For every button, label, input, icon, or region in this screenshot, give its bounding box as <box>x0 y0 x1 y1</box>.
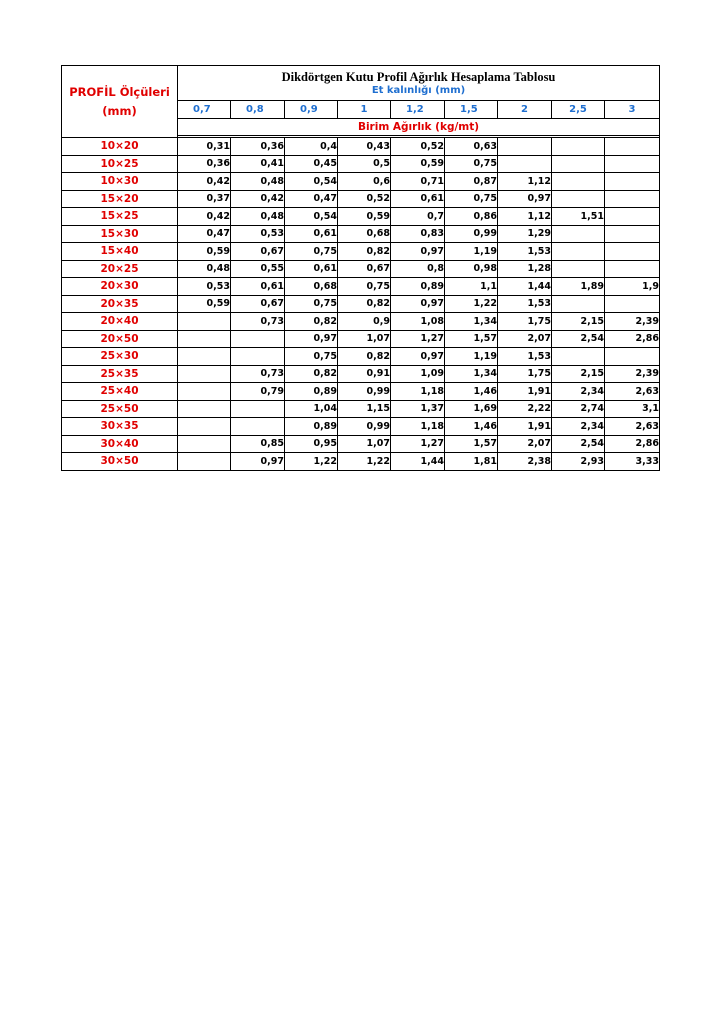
weight-cell: 0,97 <box>285 330 338 348</box>
weight-cell: 0,99 <box>338 383 391 401</box>
weight-cell: 1,19 <box>445 243 498 261</box>
table-row <box>62 435 660 453</box>
weight-cell <box>178 435 231 453</box>
weight-cell: 1,18 <box>391 383 445 401</box>
profile-size: 30×35 <box>62 418 178 436</box>
profile-size: 20×40 <box>62 313 178 331</box>
weight-cell: 1,18 <box>391 418 445 436</box>
weight-cell: 0,45 <box>285 155 338 173</box>
weight-cell <box>498 138 552 156</box>
weight-cell: 1,37 <box>391 400 445 418</box>
thickness-header: 2 <box>498 101 552 119</box>
weight-cell: 2,39 <box>605 313 660 331</box>
weight-cell: 0,53 <box>178 278 231 296</box>
weight-cell: 1,09 <box>391 365 445 383</box>
table-row <box>62 295 660 313</box>
weight-cell: 0,68 <box>338 225 391 243</box>
weight-cell: 1,91 <box>498 418 552 436</box>
weight-cell <box>605 173 660 191</box>
table-row <box>62 313 660 331</box>
weight-cell: 1,81 <box>445 453 498 471</box>
weight-cell: 1,12 <box>498 173 552 191</box>
table-row <box>62 383 660 401</box>
weight-cell: 0,82 <box>338 348 391 366</box>
weight-cell: 0,5 <box>338 155 391 173</box>
weight-cell: 0,42 <box>231 190 285 208</box>
weight-cell: 3,33 <box>605 453 660 471</box>
weight-cell: 0,67 <box>231 295 285 313</box>
weight-cell <box>552 243 605 261</box>
profile-size: 30×50 <box>62 453 178 471</box>
weight-cell: 0,47 <box>178 225 231 243</box>
weight-cell <box>178 313 231 331</box>
weight-cell: 0,48 <box>231 173 285 191</box>
table-row <box>62 225 660 243</box>
weight-cell: 0,61 <box>285 260 338 278</box>
weight-cell: 1,34 <box>445 313 498 331</box>
weight-cell <box>552 295 605 313</box>
profile-size: 20×25 <box>62 260 178 278</box>
table-row <box>62 208 660 226</box>
table-row <box>62 260 660 278</box>
profile-size: 15×30 <box>62 225 178 243</box>
unit-label: Birim Ağırlık (kg/mt) <box>178 118 660 136</box>
weight-cell: 0,83 <box>391 225 445 243</box>
weight-cell: 0,97 <box>391 348 445 366</box>
weight-cell: 0,89 <box>285 383 338 401</box>
weight-cell <box>231 330 285 348</box>
thickness-header: 3 <box>605 101 660 119</box>
profile-size: 15×40 <box>62 243 178 261</box>
weight-cell: 1,51 <box>552 208 605 226</box>
weight-cell: 2,38 <box>498 453 552 471</box>
thickness-header: 2,5 <box>552 101 605 119</box>
weight-cell <box>552 138 605 156</box>
weight-cell: 1,46 <box>445 383 498 401</box>
weight-cell <box>605 155 660 173</box>
profile-size: 15×25 <box>62 208 178 226</box>
weight-cell: 0,99 <box>445 225 498 243</box>
weight-cell: 1,12 <box>498 208 552 226</box>
table-row <box>62 190 660 208</box>
weight-cell: 0,61 <box>285 225 338 243</box>
profile-size: 10×30 <box>62 173 178 191</box>
profile-size: 20×35 <box>62 295 178 313</box>
weight-cell: 0,98 <box>445 260 498 278</box>
weight-cell: 0,91 <box>338 365 391 383</box>
weight-cell: 0,59 <box>178 243 231 261</box>
weight-cell: 0,53 <box>231 225 285 243</box>
weight-cell: 0,55 <box>231 260 285 278</box>
weight-cell: 0,42 <box>178 208 231 226</box>
weight-cell <box>552 260 605 278</box>
weight-cell: 1,29 <box>498 225 552 243</box>
thickness-header: 0,9 <box>285 101 338 119</box>
weight-cell: 0,61 <box>231 278 285 296</box>
weight-cell: 1,22 <box>285 453 338 471</box>
weight-cell: 0,82 <box>338 243 391 261</box>
weight-cell: 0,71 <box>391 173 445 191</box>
profile-size: 20×50 <box>62 330 178 348</box>
weight-cell <box>178 453 231 471</box>
weight-cell: 2,39 <box>605 365 660 383</box>
weight-cell: 0,75 <box>445 190 498 208</box>
weight-cell: 1,19 <box>445 348 498 366</box>
weight-cell: 2,34 <box>552 383 605 401</box>
weight-cell: 0,75 <box>285 243 338 261</box>
weight-cell: 1,57 <box>445 330 498 348</box>
weight-cell <box>178 330 231 348</box>
weight-cell: 0,86 <box>445 208 498 226</box>
weight-cell <box>178 418 231 436</box>
weight-cell: 0,82 <box>285 365 338 383</box>
table-row <box>62 330 660 348</box>
weight-cell: 2,63 <box>605 383 660 401</box>
thickness-header: 1,2 <box>391 101 445 119</box>
weight-cell: 0,59 <box>391 155 445 173</box>
weight-cell: 0,47 <box>285 190 338 208</box>
weight-cell: 1,07 <box>338 435 391 453</box>
weight-cell: 0,75 <box>445 155 498 173</box>
weight-cell: 0,52 <box>338 190 391 208</box>
weight-cell: 0,54 <box>285 173 338 191</box>
weight-cell <box>178 348 231 366</box>
weight-cell: 0,61 <box>391 190 445 208</box>
profile-header-label: PROFİL Ölçüleri <box>69 84 170 99</box>
weight-cell: 0,73 <box>231 365 285 383</box>
weight-cell: 1,57 <box>445 435 498 453</box>
weight-cell: 1,53 <box>498 295 552 313</box>
weight-cell: 0,36 <box>231 138 285 156</box>
weight-cell: 1,44 <box>498 278 552 296</box>
profile-size: 25×40 <box>62 383 178 401</box>
weight-cell <box>605 208 660 226</box>
weight-cell: 0,4 <box>285 138 338 156</box>
weight-cell <box>178 400 231 418</box>
thickness-header: 0,7 <box>178 101 231 119</box>
weight-cell <box>605 243 660 261</box>
weight-cell: 2,86 <box>605 330 660 348</box>
profile-size: 25×50 <box>62 400 178 418</box>
weight-cell: 0,8 <box>391 260 445 278</box>
weight-cell: 0,52 <box>391 138 445 156</box>
thickness-header: 1,5 <box>445 101 498 119</box>
weight-cell <box>552 225 605 243</box>
weight-cell: 1,75 <box>498 313 552 331</box>
weight-cell: 1,75 <box>498 365 552 383</box>
weight-cell: 0,82 <box>285 313 338 331</box>
weight-cell: 0,75 <box>338 278 391 296</box>
weight-cell: 1,15 <box>338 400 391 418</box>
weight-cell: 2,93 <box>552 453 605 471</box>
weight-cell <box>498 155 552 173</box>
weight-cell: 1,89 <box>552 278 605 296</box>
weight-cell: 1,27 <box>391 330 445 348</box>
table-title: Dikdörtgen Kutu Profil Ağırlık Hesaplama Tablosu <box>281 69 556 84</box>
weight-cell: 0,59 <box>338 208 391 226</box>
weight-cell <box>552 190 605 208</box>
thickness-header: 0,8 <box>231 101 285 119</box>
weight-cell: 1,34 <box>445 365 498 383</box>
weight-cell: 0,68 <box>285 278 338 296</box>
weight-cell: 2,07 <box>498 435 552 453</box>
profile-header-unit: (mm) <box>102 103 137 118</box>
table-title-cell <box>178 66 660 101</box>
weight-cell: 0,97 <box>231 453 285 471</box>
weight-cell: 2,54 <box>552 435 605 453</box>
table-row <box>62 348 660 366</box>
table-subtitle: Et kalınlığı (mm) <box>371 84 466 96</box>
weight-cell <box>605 190 660 208</box>
weight-cell <box>178 383 231 401</box>
weight-cell: 0,59 <box>178 295 231 313</box>
profile-size: 30×40 <box>62 435 178 453</box>
weight-cell: 0,75 <box>285 295 338 313</box>
profile-size: 10×20 <box>62 138 178 156</box>
table-row <box>62 400 660 418</box>
weight-cell: 0,37 <box>178 190 231 208</box>
weight-cell: 0,99 <box>338 418 391 436</box>
table-row <box>62 138 660 156</box>
weight-cell <box>552 173 605 191</box>
profile-size: 15×20 <box>62 190 178 208</box>
weight-cell: 0,97 <box>498 190 552 208</box>
weight-cell <box>605 225 660 243</box>
weight-cell <box>178 365 231 383</box>
profile-size: 10×25 <box>62 155 178 173</box>
weight-cell: 1,53 <box>498 243 552 261</box>
table-row <box>62 155 660 173</box>
weight-cell: 0,75 <box>285 348 338 366</box>
weight-cell: 0,67 <box>231 243 285 261</box>
weight-cell: 1,91 <box>498 383 552 401</box>
weight-cell: 0,48 <box>178 260 231 278</box>
weight-cell: 0,95 <box>285 435 338 453</box>
weight-cell: 1,08 <box>391 313 445 331</box>
weight-cell: 0,63 <box>445 138 498 156</box>
weight-cell: 2,74 <box>552 400 605 418</box>
weight-cell: 0,42 <box>178 173 231 191</box>
table-row <box>62 173 660 191</box>
weight-cell: 0,79 <box>231 383 285 401</box>
weight-cell: 0,97 <box>391 295 445 313</box>
weight-cell: 0,54 <box>285 208 338 226</box>
weight-cell: 0,67 <box>338 260 391 278</box>
weight-cell <box>605 295 660 313</box>
weight-cell: 2,34 <box>552 418 605 436</box>
weight-cell: 0,41 <box>231 155 285 173</box>
weight-cell: 1,44 <box>391 453 445 471</box>
weight-cell: 0,6 <box>338 173 391 191</box>
table-row <box>62 365 660 383</box>
weight-cell: 2,86 <box>605 435 660 453</box>
table-row <box>62 243 660 261</box>
weight-cell <box>552 348 605 366</box>
table-row <box>62 453 660 471</box>
weight-cell <box>231 348 285 366</box>
table-row <box>62 418 660 436</box>
weight-cell: 3,1 <box>605 400 660 418</box>
weight-cell: 1,46 <box>445 418 498 436</box>
weight-cell <box>231 400 285 418</box>
weight-cell: 0,85 <box>231 435 285 453</box>
weight-cell: 2,22 <box>498 400 552 418</box>
profile-size: 25×30 <box>62 348 178 366</box>
weight-cell: 0,89 <box>391 278 445 296</box>
weight-cell: 0,36 <box>178 155 231 173</box>
weight-cell <box>605 260 660 278</box>
weight-cell: 1,07 <box>338 330 391 348</box>
weight-cell: 1,1 <box>445 278 498 296</box>
weight-cell <box>552 155 605 173</box>
profile-size: 20×30 <box>62 278 178 296</box>
weight-cell: 0,9 <box>338 313 391 331</box>
thickness-header: 1 <box>338 101 391 119</box>
weight-cell: 2,54 <box>552 330 605 348</box>
weight-cell: 1,53 <box>498 348 552 366</box>
weight-cell: 1,04 <box>285 400 338 418</box>
weight-cell: 0,31 <box>178 138 231 156</box>
weight-cell: 0,97 <box>391 243 445 261</box>
weight-cell: 2,15 <box>552 365 605 383</box>
weight-cell: 1,28 <box>498 260 552 278</box>
weight-cell: 1,9 <box>605 278 660 296</box>
weight-cell: 2,15 <box>552 313 605 331</box>
weight-cell: 1,22 <box>338 453 391 471</box>
weight-cell: 2,07 <box>498 330 552 348</box>
weight-cell: 0,7 <box>391 208 445 226</box>
profile-header-cell <box>62 66 178 138</box>
weight-cell: 0,82 <box>338 295 391 313</box>
weight-cell: 0,89 <box>285 418 338 436</box>
weight-cell <box>605 348 660 366</box>
weight-cell: 0,43 <box>338 138 391 156</box>
weight-cell: 1,69 <box>445 400 498 418</box>
weight-cell: 2,63 <box>605 418 660 436</box>
table-row <box>62 278 660 296</box>
weight-cell: 0,87 <box>445 173 498 191</box>
weight-cell: 0,73 <box>231 313 285 331</box>
weight-cell <box>605 138 660 156</box>
profile-size: 25×35 <box>62 365 178 383</box>
weight-cell: 1,27 <box>391 435 445 453</box>
weight-cell <box>231 418 285 436</box>
weight-cell: 1,22 <box>445 295 498 313</box>
weight-table <box>61 65 660 471</box>
weight-cell: 0,48 <box>231 208 285 226</box>
